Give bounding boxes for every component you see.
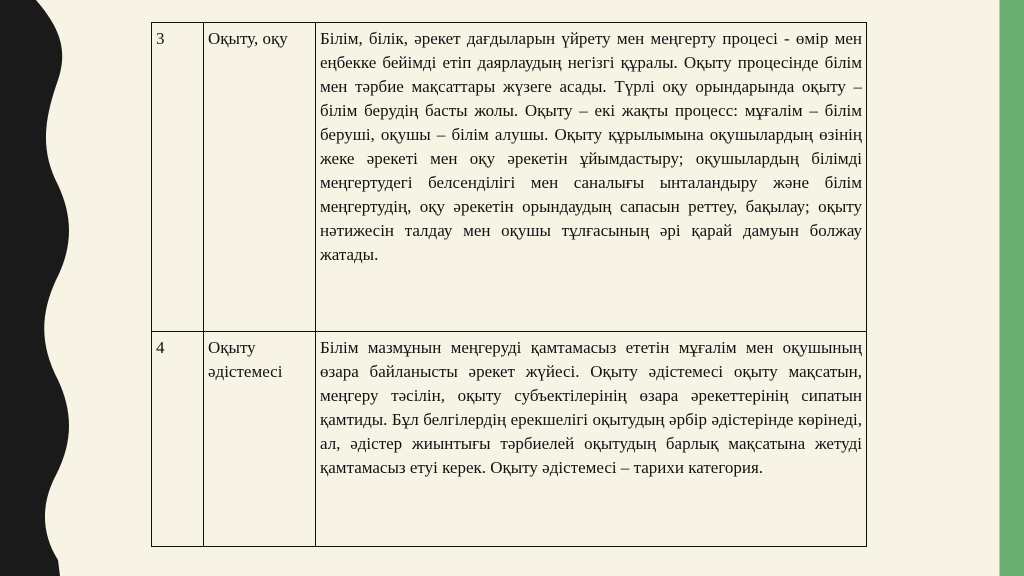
term-cell: Оқыту, оқу	[204, 23, 316, 332]
terms-table	[151, 22, 867, 547]
row-number-cell: 3	[152, 23, 204, 332]
right-accent-stripe	[999, 0, 1024, 576]
term-cell: Оқыту әдістемесі	[204, 332, 316, 547]
wavy-edge-shape	[0, 0, 69, 576]
description-cell: Білім мазмұнын меңгеруді қамтамасыз ететін мұғалім мен оқушының өзара байланысты әрекет жүйесі. Оқыту әдістемесі оқыту мақсатын, меңгеру тәсілін, оқыту субъектілерінің өзара әрекеттерінің сипатын қамтиды. Бұл белгілердің ерекшелігі оқытудың әрбір әдістерінде көрінеді, ал, әдістер жиынтығы тәрбиелей оқытудың барлық мақсатына жетуді қамтамасыз етуі керек. Оқыту әдістемесі – тарихи категория.	[316, 332, 867, 547]
table-row	[152, 23, 867, 332]
left-decorative-band	[0, 0, 78, 576]
description-cell: Білім, білік, әрекет дағдыларын үйрету мен меңгерту процесі - өмір мен еңбекке бейімді етіп даярлаудың негізгі құралы. Оқыту процесінде білім мен тәрбие мақсаттары жүзеге асады. Түрлі оқу орындарында оқыту – білім берудің басты жолы. Оқыту – екі жақты процесс: мұғалім – білім беруші, оқушы – білім алушы. Оқыту құрылымына оқушылардың өзінің жеке әрекеті мен оқу әрекетін ұйымдастыру; оқушылардың білімді меңгертудегі белсенділігі мен саналығы ынталандыру және білім меңгертудің, оқу әрекетін орындаудың сапасын реттеу, бақылау; оқыту нәтижесін талдау мен оқушы тұлғасының әрі қарай дамуын болжау жатады.	[316, 23, 867, 332]
table-row	[152, 332, 867, 547]
row-number-cell: 4	[152, 332, 204, 547]
